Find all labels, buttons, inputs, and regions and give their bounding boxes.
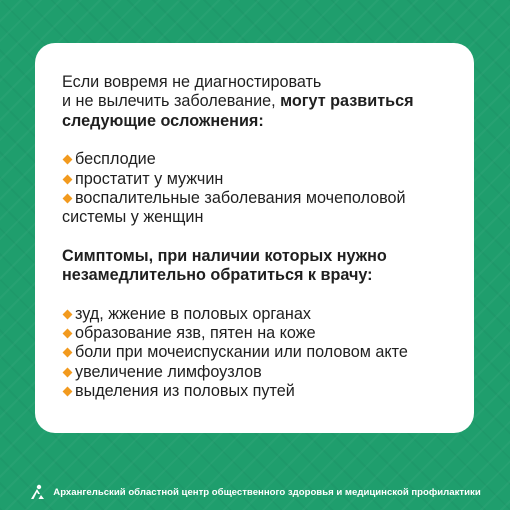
orange-diamond-bullet-icon: [63, 329, 73, 339]
organization-logo-icon: [29, 484, 45, 500]
footer-organization-name: Архангельский областной центр общественного здоровья и медицинской профилактики: [53, 486, 481, 498]
list-item-text: воспалительные заболевания мочеполовой: [75, 189, 406, 208]
spacer: [62, 228, 456, 247]
list-item: [62, 343, 456, 362]
orange-diamond-bullet-icon: [63, 174, 73, 184]
intro-line-2-bold: могут развиться: [280, 92, 414, 111]
orange-diamond-bullet-icon: [63, 194, 73, 204]
list-item: [62, 189, 456, 208]
footer: [0, 482, 510, 502]
symptoms-heading-line-2: незамедлительно обратиться к врачу:: [62, 266, 373, 285]
list-item-text: простатит у мужчин: [75, 169, 224, 188]
list-item-text: бесплодие: [75, 150, 156, 169]
intro-line-1: Если вовремя не диагностировать: [62, 73, 322, 91]
symptoms-list: [62, 305, 456, 402]
orange-diamond-bullet-icon: [63, 387, 73, 397]
list-item: [62, 363, 456, 382]
list-item: [62, 382, 456, 401]
orange-diamond-bullet-icon: [63, 348, 73, 358]
list-item: [62, 324, 456, 343]
intro-line-2: и не вылечить заболевание,: [62, 92, 281, 111]
list-item: [62, 150, 456, 169]
orange-diamond-bullet-icon: [63, 309, 73, 319]
symptoms-heading: [62, 247, 456, 286]
list-item-text: образование язв, пятен на коже: [75, 324, 316, 343]
list-item-text: боли при мочеиспускании или половом акте: [75, 343, 408, 362]
intro-line-3-bold: следующие осложнения:: [62, 111, 264, 130]
orange-diamond-bullet-icon: [63, 367, 73, 377]
symptoms-heading-line-1: Симптомы, при наличии которых нужно: [62, 246, 387, 265]
spacer: [62, 286, 456, 305]
complications-list: [62, 150, 456, 208]
intro-paragraph: [62, 73, 456, 131]
list-item-text: увеличение лимфоузлов: [75, 362, 262, 381]
list-item: [62, 305, 456, 324]
list-item-continuation: системы у женщин: [62, 208, 204, 227]
list-item: [62, 170, 456, 189]
orange-diamond-bullet-icon: [63, 155, 73, 165]
info-card: [35, 43, 474, 433]
list-item-text: зуд, жжение в половых органах: [75, 304, 311, 323]
spacer: [62, 131, 456, 150]
list-item-text: выделения из половых путей: [75, 382, 295, 401]
